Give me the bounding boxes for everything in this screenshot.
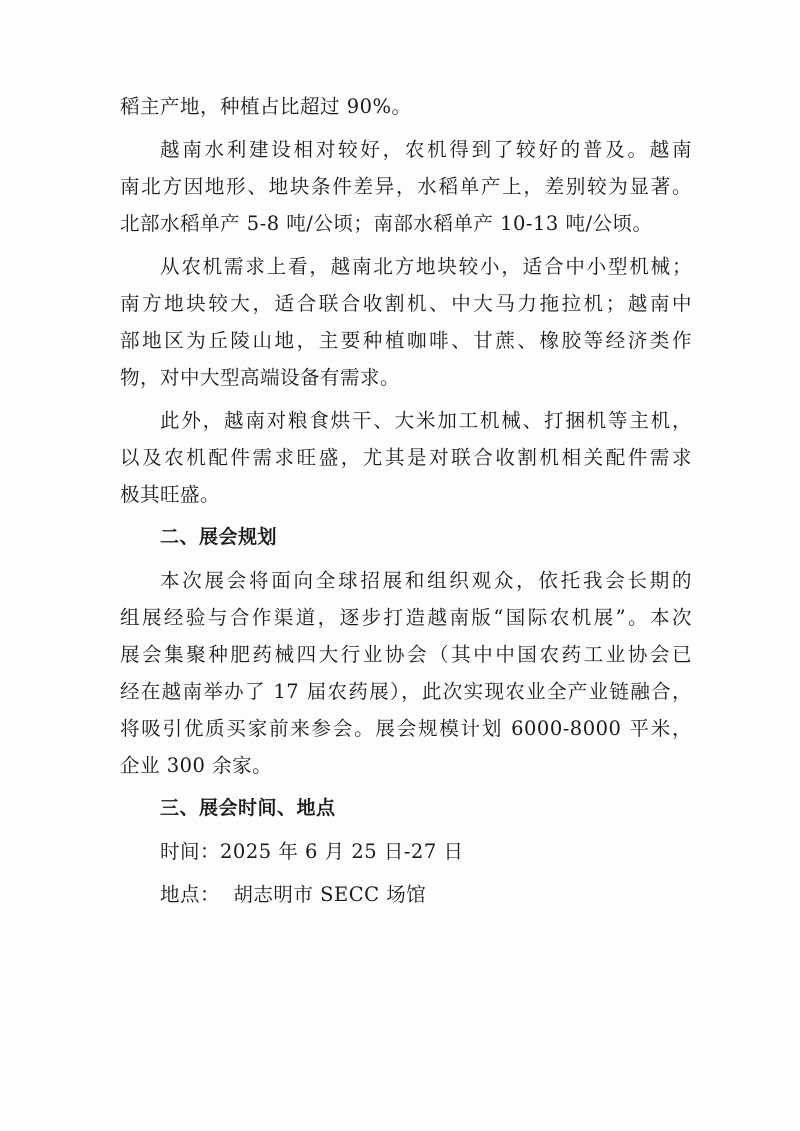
paragraph-line: 组展经验与合作渠道，逐步打造越南版“国际农机展”。本次	[120, 606, 692, 629]
section-time-location	[120, 790, 692, 827]
paragraph-additional-demand	[120, 402, 692, 513]
paragraph-line: 将吸引优质买家前来参会。展会规模计划 6000-8000 平米，	[120, 717, 692, 740]
paragraph-exhibition-plan	[120, 562, 692, 784]
paragraph-line: 极其旺盛。	[120, 483, 221, 506]
exhibition-time: 时间：2025 年 6 月 25 日-27 日	[160, 840, 464, 863]
paragraph-line: 此外，越南对粮食烘干、大米加工机械、打捆机等主机，	[160, 409, 692, 432]
paragraph-line: 稻主产地，种植占比超过 90%。	[120, 95, 412, 118]
paragraph-line: 以及农机配件需求旺盛，尤其是对联合收割机相关配件需求	[120, 446, 692, 469]
document-body	[120, 88, 692, 913]
time-location-details	[120, 833, 692, 913]
exhibition-venue: 地点： 胡志明市 SECC 场馆	[160, 883, 427, 906]
paragraph-irrigation	[120, 131, 692, 242]
paragraph-line: 南北方因地形、地块条件差异，水稻单产上，差别较为显著。	[120, 175, 692, 198]
paragraph-line: 物，对中大型高端设备有需求。	[120, 366, 401, 389]
paragraph-line: 展会集聚种肥药械四大行业协会（其中中国农药工业协会已	[120, 643, 692, 666]
paragraph-line: 南方地块较大，适合联合收割机、中大马力拖拉机；越南中	[120, 292, 692, 315]
paragraph-line: 本次展会将面向全球招展和组织观众，依托我会长期的	[160, 569, 692, 592]
section-heading: 三、展会时间、地点	[160, 797, 336, 819]
paragraph-demand	[120, 248, 692, 396]
paragraph-line: 企业 300 余家。	[120, 754, 273, 777]
paragraph-line: 越南水利建设相对较好，农机得到了较好的普及。越南	[160, 138, 692, 161]
section-exhibition-plan	[120, 519, 692, 556]
paragraph-line: 北部水稻单产 5-8 吨/公顷；南部水稻单产 10-13 吨/公顷。	[120, 212, 653, 235]
paragraph-line: 经在越南举办了 17 届农药展），此次实现农业全产业链融合，	[120, 680, 692, 703]
paragraph-line: 从农机需求上看，越南北方地块较小，适合中小型机械；	[160, 255, 692, 278]
paragraph-line: 部地区为丘陵山地，主要种植咖啡、甘蔗、橡胶等经济类作	[120, 329, 692, 352]
section-heading: 二、展会规划	[160, 526, 278, 548]
